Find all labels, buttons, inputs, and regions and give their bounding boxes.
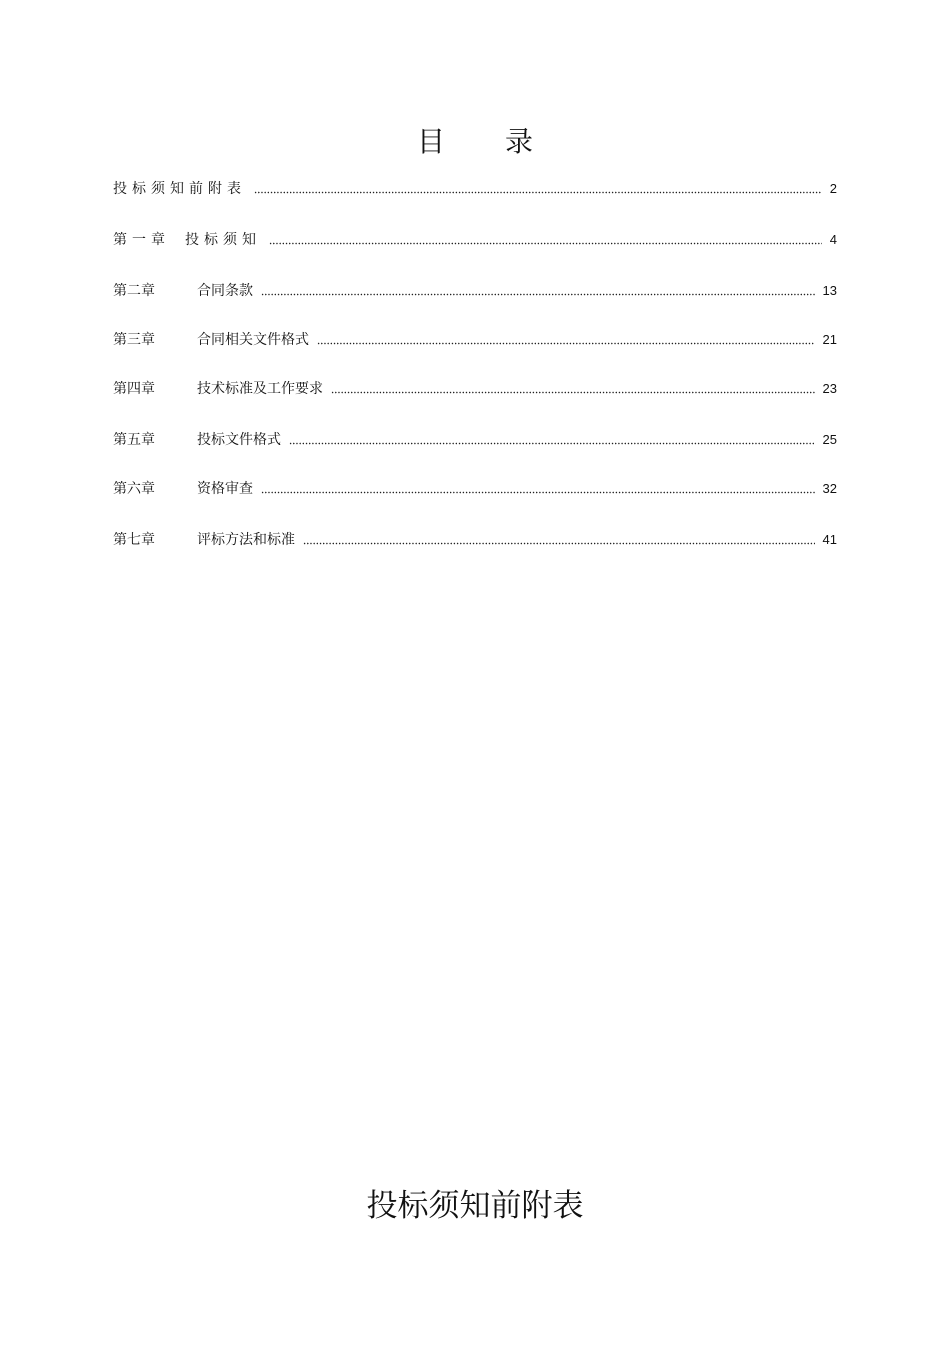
- dot-leader: [254, 189, 822, 194]
- toc-entry[interactable]: [113, 229, 837, 249]
- toc-page-number: 41: [822, 532, 837, 547]
- toc-entry-title: 投标须知: [185, 232, 261, 248]
- dot-leader: [331, 389, 815, 394]
- toc-entry-title: 技术标准及工作要求: [197, 381, 323, 397]
- toc-page-number: 32: [822, 481, 837, 496]
- toc-page-number: 23: [822, 381, 837, 396]
- toc-page-number: 21: [822, 332, 837, 347]
- toc-entry[interactable]: [113, 378, 837, 398]
- dot-leader: [303, 540, 815, 545]
- toc-entry[interactable]: [113, 478, 837, 498]
- toc-entry[interactable]: [113, 280, 837, 300]
- toc-title: 目录: [416, 125, 593, 158]
- toc-entry-title: 评标方法和标准: [197, 532, 295, 548]
- toc-chapter-label: 第一章: [113, 232, 170, 248]
- toc-chapter-label: 第六章: [113, 481, 155, 497]
- toc-entry-title: 合同相关文件格式: [197, 332, 309, 348]
- toc-page-number: 25: [822, 432, 837, 447]
- toc-page-number: 2: [829, 181, 837, 196]
- dot-leader: [317, 340, 815, 345]
- toc-entry-title: 投标须知前附表: [113, 181, 246, 197]
- toc-chapter-label: 第三章: [113, 332, 155, 348]
- toc-entry[interactable]: [113, 329, 837, 349]
- dot-leader: [261, 489, 815, 494]
- toc-entry[interactable]: [113, 178, 837, 198]
- dot-leader: [289, 440, 815, 445]
- toc-entry[interactable]: [113, 429, 837, 449]
- toc-entry-title: 资格审查: [197, 481, 253, 497]
- toc-page-number: 4: [829, 232, 837, 247]
- toc-chapter-label: 第五章: [113, 432, 155, 448]
- toc-chapter-label: 第二章: [113, 283, 155, 299]
- toc-entry-title: 合同条款: [197, 283, 253, 299]
- toc-chapter-label: 第七章: [113, 532, 155, 548]
- toc-chapter-label: 第四章: [113, 381, 155, 397]
- section-heading: 投标须知前附表: [366, 1188, 584, 1224]
- dot-leader: [261, 291, 815, 296]
- toc-entry-title: 投标文件格式: [197, 432, 281, 448]
- toc-page-number: 13: [822, 283, 837, 298]
- toc-entry[interactable]: [113, 529, 837, 549]
- dot-leader: [269, 240, 822, 245]
